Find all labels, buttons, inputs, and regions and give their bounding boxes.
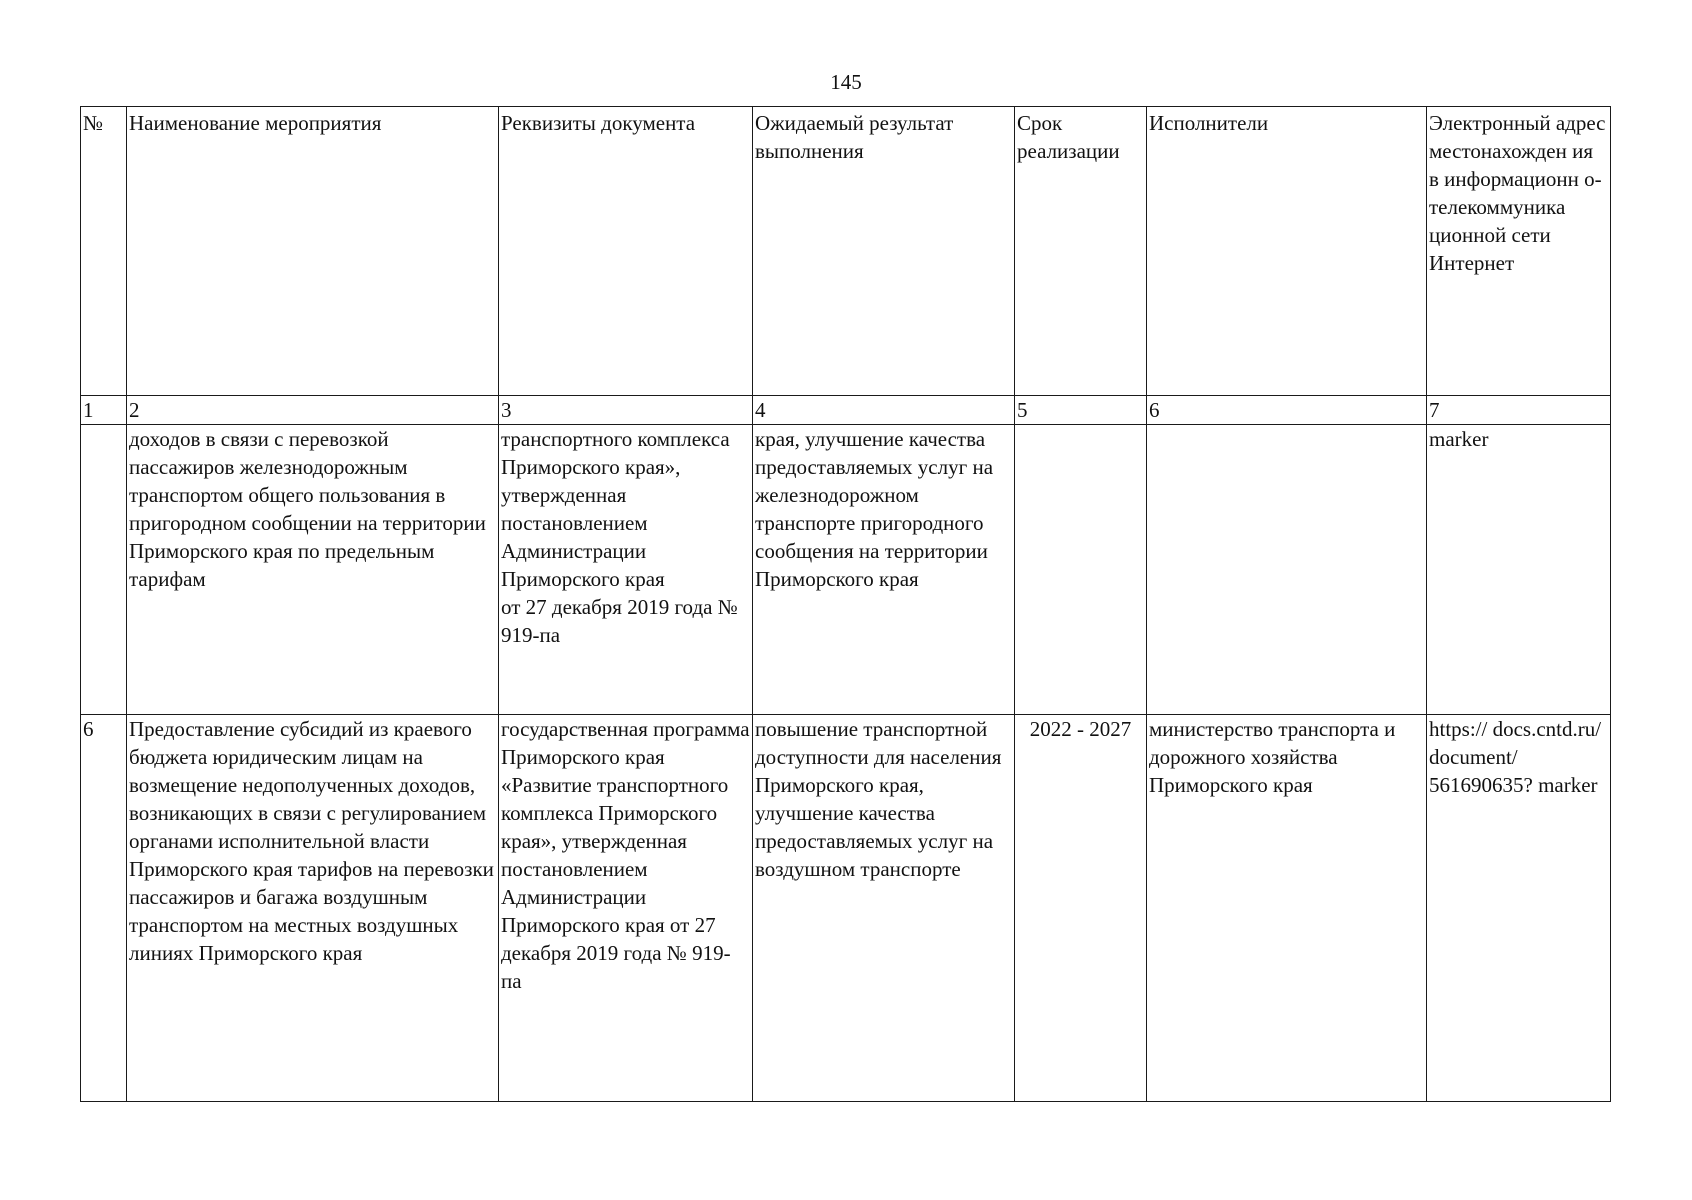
row-number: 6 xyxy=(81,715,127,1102)
table-row xyxy=(81,715,1611,1102)
column-number: 2 xyxy=(127,396,499,425)
implementation-term: 2022 - 2027 xyxy=(1015,715,1147,1102)
column-number: 5 xyxy=(1015,396,1147,425)
row-number xyxy=(81,425,127,715)
column-number: 1 xyxy=(81,396,127,425)
electronic-address: marker xyxy=(1427,425,1611,715)
implementation-term xyxy=(1015,425,1147,715)
table-row xyxy=(81,425,1611,715)
measure-name: доходов в связи с перевозкой пассажиров железнодорожным транспортом общего пользования в пригородном сообщении на территории Приморского края по предельным тарифам xyxy=(127,425,499,715)
column-number: 6 xyxy=(1147,396,1427,425)
document-details: транспортного комплекса Приморского края», утвержденная постановлением Администрации Приморского края от 27 декабря 2019 года № 919-па xyxy=(499,425,753,715)
header-measure-name: Наименование мероприятия xyxy=(127,107,499,396)
column-number-row xyxy=(81,396,1611,425)
header-number: № xyxy=(81,107,127,396)
column-number: 7 xyxy=(1427,396,1611,425)
expected-result: повышение транспортной доступности для населения Приморского края, улучшение качества предоставляемых услуг на воздушном транспорте xyxy=(753,715,1015,1102)
header-term: Срок реализации xyxy=(1015,107,1147,396)
executors: министерство транспорта и дорожного хозяйства Приморского края xyxy=(1147,715,1427,1102)
header-expected-result: Ожидаемый результат выполнения xyxy=(753,107,1015,396)
table-header-row xyxy=(81,107,1611,396)
header-document-details: Реквизиты документа xyxy=(499,107,753,396)
document-details: государственная программа Приморского края «Развитие транспортного комплекса Приморского края», утвержденная постановлением Администрации Приморского края от 27 декабря 2019 года № 919-па xyxy=(499,715,753,1102)
measures-table xyxy=(80,106,1611,1102)
header-executors: Исполнители xyxy=(1147,107,1427,396)
measure-name: Предоставление субсидий из краевого бюджета юридическим лицам на возмещение недополученных доходов, возникающих в связи с регулированием органами исполнительной власти Приморского края тарифов на перевозки пассажиров и багажа воздушным транспортом на местных воздушных линиях Приморского края xyxy=(127,715,499,1102)
column-number: 4 xyxy=(753,396,1015,425)
executors xyxy=(1147,425,1427,715)
electronic-address: https:// docs.cntd.ru/ document/ 561690635? marker xyxy=(1427,715,1611,1102)
page-number: 145 xyxy=(830,70,862,94)
header-electronic-address: Электронный адрес местонахожден ия в информационн о-телекоммуника ционной сети Интернет xyxy=(1427,107,1611,396)
expected-result: края, улучшение качества предоставляемых услуг на железнодорожном транспорте пригородного сообщения на территории Приморского края xyxy=(753,425,1015,715)
column-number: 3 xyxy=(499,396,753,425)
